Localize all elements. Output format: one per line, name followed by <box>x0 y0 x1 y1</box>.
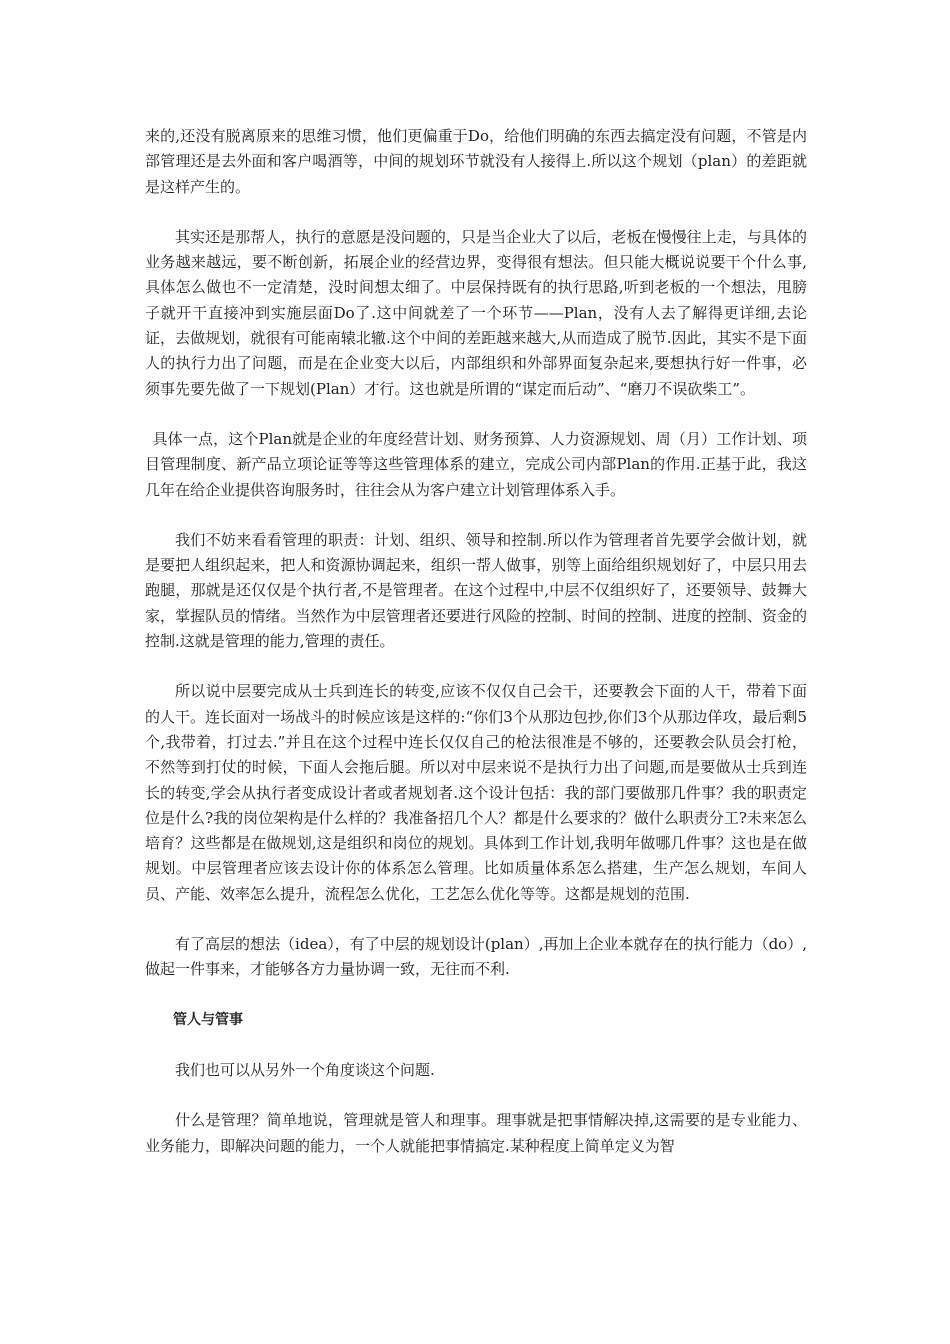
paragraph-4: 我们不妨来看看管理的职责：计划、组织、领导和控制.所以作为管理者首先要学会做计划，就是要把人组织起来，把人和资源协调起来，组织一帮人做事，别等上面给组织规划好了，中层只用去跑腿，那就是还仅仅是个执行者,不是管理者。在这个过程中,中层不仅组织好了，还要领导、鼓舞大家，掌握队员的情绪。当然作为中层管理者还要进行风险的控制、时间的控制、进度的控制、资金的控制.这就是管理的能力,管理的责任。 <box>145 530 807 651</box>
paragraph-6: 有了高层的想法（idea），有了中层的规划设计(plan）,再加上企业本就存在的执行能力（do）,做起一件事来，才能够各方力量协调一致，无往而不利. <box>145 935 807 979</box>
paragraph-1: 来的,还没有脱离原来的思维习惯，他们更偏重于Do，给他们明确的东西去搞定没有问题，不管是内部管理还是去外面和客户喝酒等，中间的规划环节就没有人接得上.所以这个规划（plan）的差距就是这样产生的。 <box>145 127 807 196</box>
document-body <box>145 124 807 1159</box>
paragraph-2: 其实还是那帮人，执行的意愿是没问题的，只是当企业大了以后，老板在慢慢往上走，与具体的业务越来越远，要不断创新，拓展企业的经营边界，变得很有想法。但只能大概说说要干个什么事,具体怎么做也不一定清楚，没时间想太细了。中层保持既有的执行思路,听到老板的一个想法，甩膀子就开干直接冲到实施层面Do了.这中间就差了一个环节——Plan，没有人去了解得更详细,去论证，去做规划，就很有可能南辕北辙.这个中间的差距越来越大,从而造成了脱节.因此，其实不是下面人的执行力出了问题，而是在企业变大以后，内部组织和外部界面复杂起来,要想执行好一件事，必须事先要先做了一下规划(Plan）才行。这也就是所谓的“谋定而后动”、“磨刀不误砍柴工”。 <box>145 227 807 398</box>
paragraph-3: 具体一点，这个Plan就是企业的年度经营计划、财务预算、人力资源规划、周（月）工作计划、项目管理制度、新产品立项论证等等这些管理体系的建立，完成公司内部Plan的作用.正基于此，我这几年在给企业提供咨询服务时，往往会从为客户建立计划管理体系入手。 <box>145 429 807 499</box>
paragraph-5: 所以说中层要完成从士兵到连长的转变,应该不仅仅自己会干，还要教会下面的人干，带着下面的人干。连长面对一场战斗的时候应该是这样的:“你们3个从那边包抄,你们3个从那边佯攻，最后剩5个,我带着，打过去.”并且在这个过程中连长仅仅自己的枪法很准是不够的，还要教会队员会打枪，不然等到打仗的时候，下面人会拖后腿。所以对中层来说不是执行力出了问题,而是要做从士兵到连长的转变,学会从执行者变成设计者或者规划者.这个设计包括：我的部门要做那几件事？我的职责定位是什么?我的岗位架构是什么样的？我准备招几个人？都是什么要求的？做什么职责分工?未来怎么培育？这些都是在做规划,这是组织和岗位的规划。具体到工作计划,我明年做哪几件事？这也是在做规划。中层管理者应该去设计你的体系怎么管理。比如质量体系怎么搭建，生产怎么规划，车间人员、产能、效率怎么提升，流程怎么优化，工艺怎么优化等等。这都是规划的范围. <box>145 682 807 903</box>
paragraph-8: 什么是管理？简单地说，管理就是管人和理事。理事就是把事情解决掉,这需要的是专业能力、业务能力，即解决问题的能力，一个人就能把事情搞定.某种程度上简单定义为智 <box>145 1111 807 1155</box>
section-heading: 管人与管事 <box>173 1011 243 1028</box>
paragraph-7: 我们也可以从另外一个角度谈这个问题. <box>175 1060 435 1079</box>
